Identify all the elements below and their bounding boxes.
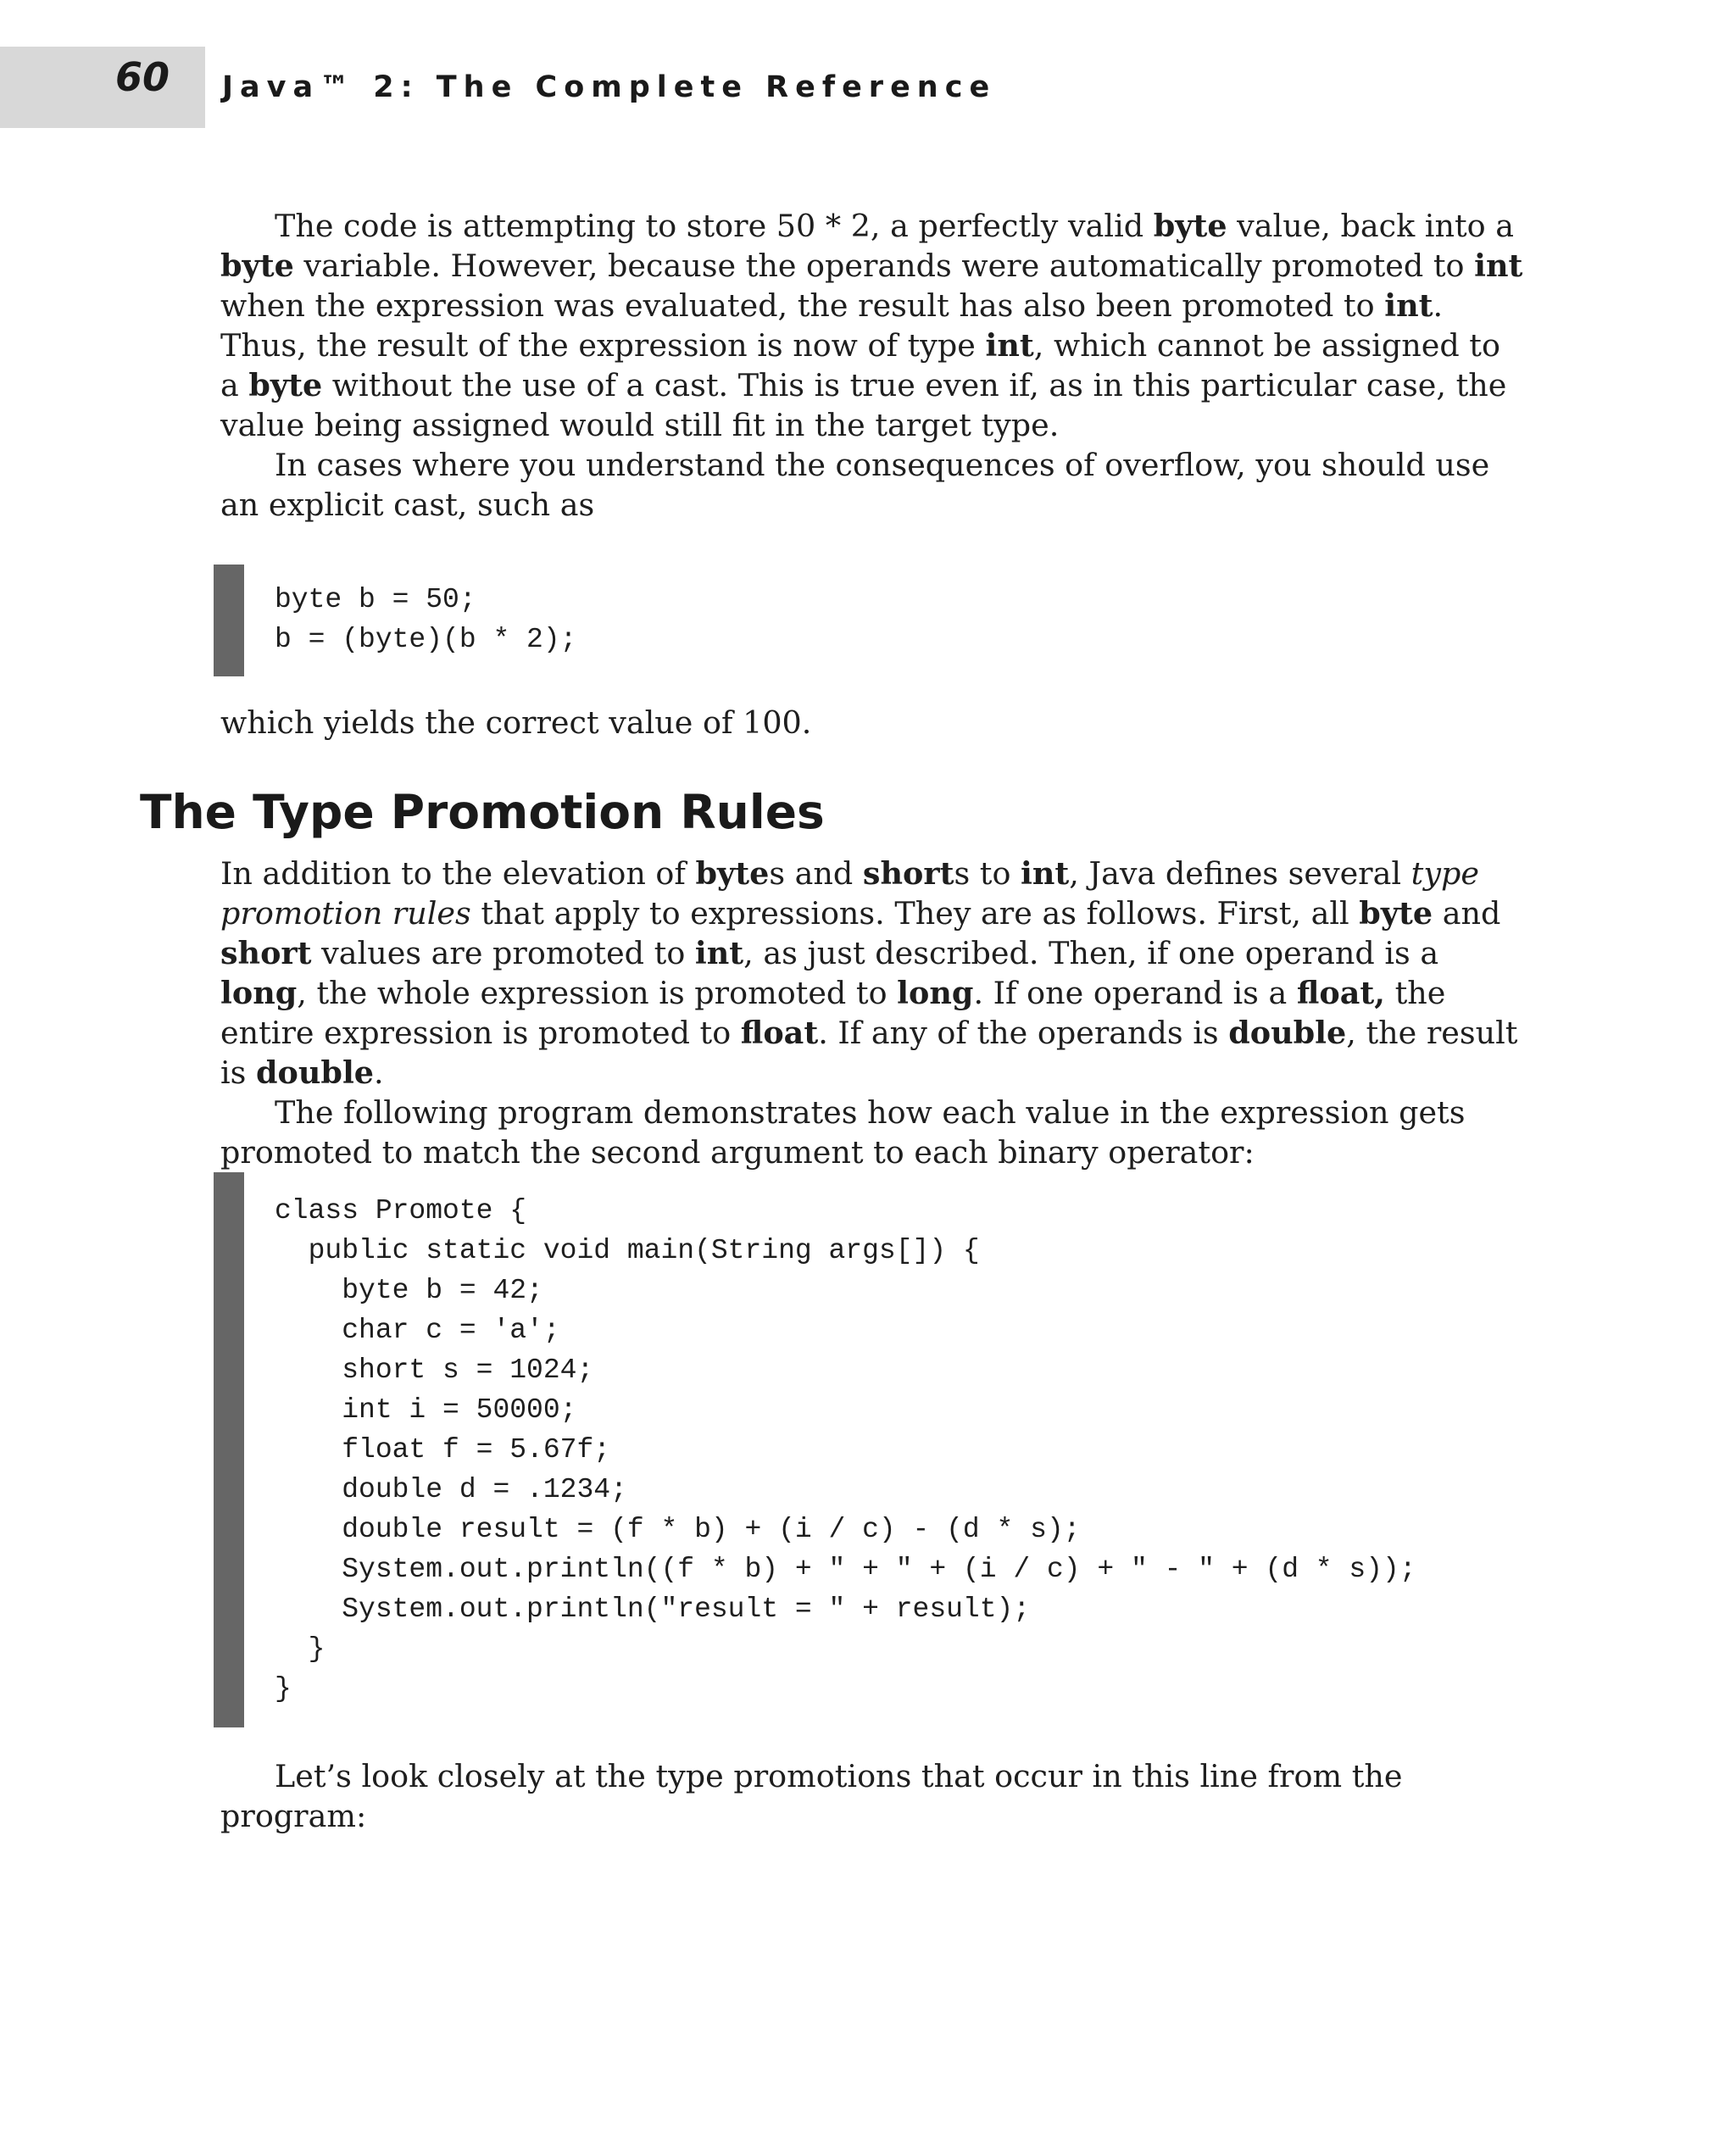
code-text: class Promote { public static void main(String args[]) { byte b = 42; char c = 'a'; short s = 1024; int i = 50000; float f = 5.67f; double d = .1234; double result = (f * b) + (i / c) - (d * s); System.out.println((f * b) + " + " + (i / c) + " - " + (d * s)); System.out.println("result = " + result); } } (275, 1195, 1416, 1705)
page-number: 60 (115, 54, 170, 100)
paragraph-overflow-explanation (220, 206, 1526, 525)
paragraph-text: which yields the correct value of 100. (220, 704, 812, 741)
page-header (0, 0, 1736, 131)
paragraph-cast-intro: In cases where you understand the consequences of overflow, you should use an explicit cast, such as (220, 447, 1490, 523)
paragraph-text: In addition to the elevation of bytes and shorts to int, Java defines several type promotion rules that apply to expressions. They are as follows. First, all byte and short values are promoted to int, as just described. Then, if one operand is a long, the whole expression is promoted to long. If one operand is a float, the entire expression is promoted to float. If any of the operands is double, the result is double. (220, 855, 1518, 1091)
paragraph-program-intro: The following program demonstrates how each value in the expression gets promoted to match the second argument to each binary operator: (220, 1094, 1466, 1171)
paragraph-text: The code is attempting to store 50 * 2, a perfectly valid byte value, back into a byte variable. However, because the operands were automatically promoted to int when the expression was evaluated, the result has also been promoted to int. Thus, the result of the expression is now of type int, which cannot be assigned to a byte without the use of a cast. This is true even if, as in this particular case, the value being assigned would still fit in the target type. (220, 208, 1523, 443)
paragraph-promotion-rules (220, 854, 1526, 1172)
paragraph-text: Let’s look closely at the type promotions that occur in this line from the program: (220, 1758, 1403, 1834)
running-title: Java™ 2: The Complete Reference (222, 70, 997, 104)
code-text: byte b = 50; b = (byte)(b * 2); (275, 584, 577, 655)
code-margin-bar (214, 1172, 244, 1727)
section-heading: The Type Promotion Rules (140, 785, 825, 839)
page-number-tab (0, 47, 205, 128)
code-margin-bar (214, 565, 244, 676)
paragraph-correct-value (220, 703, 1526, 743)
paragraph-closing (220, 1756, 1526, 1836)
